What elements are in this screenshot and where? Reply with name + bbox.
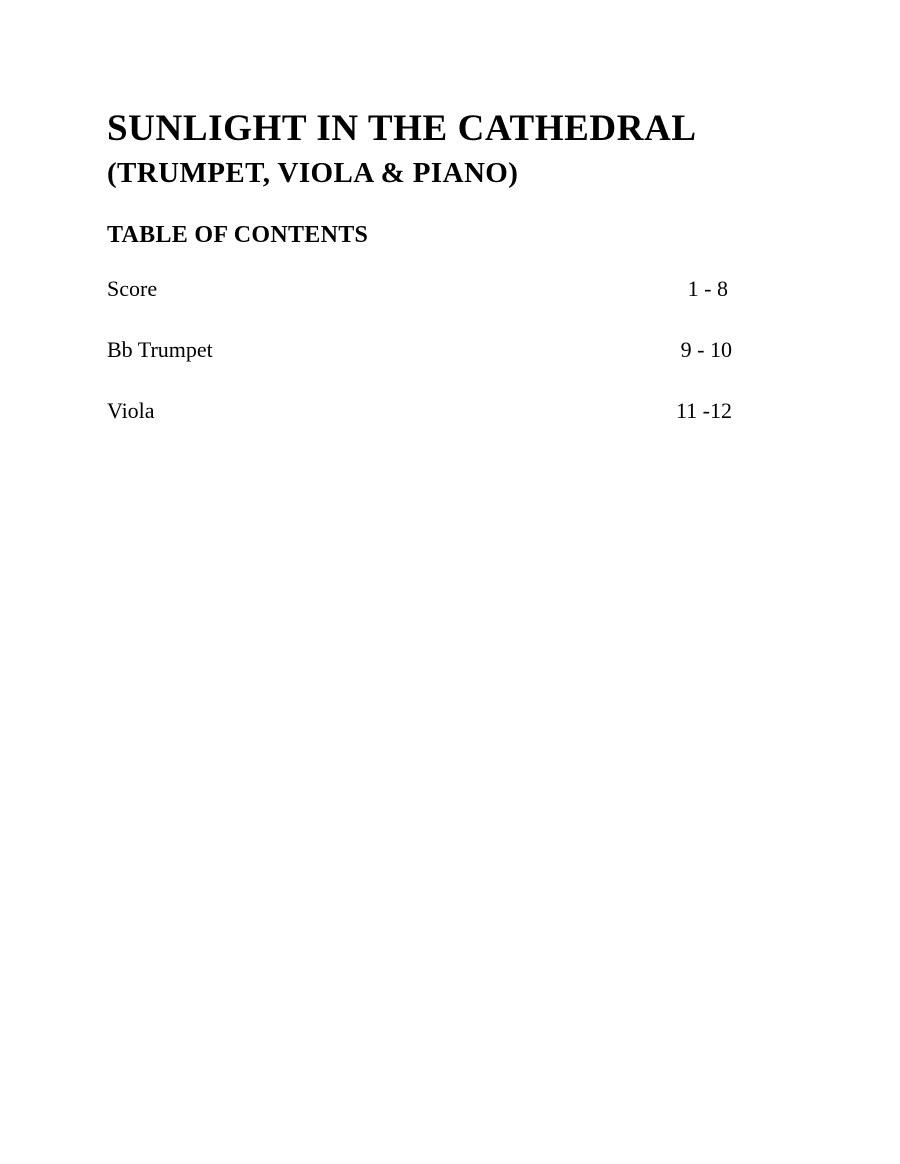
document-subtitle: (TRUMPET, VIOLA & PIANO) <box>107 157 519 189</box>
toc-entry-label: Bb Trumpet <box>107 337 213 362</box>
document-title: SUNLIGHT IN THE CATHEDRAL <box>107 108 697 149</box>
toc-entry-pages: 9 - 10 <box>680 337 732 362</box>
toc-entry-label: Viola <box>107 398 155 423</box>
toc-heading: TABLE OF CONTENTS <box>107 222 369 248</box>
toc-list <box>107 274 732 457</box>
toc-entry-score <box>107 274 732 335</box>
toc-entry-viola <box>107 396 732 457</box>
toc-entry-pages: 1 - 8 <box>687 276 728 301</box>
toc-entry-pages: 11 -12 <box>675 398 732 423</box>
toc-entry-bb-trumpet <box>107 335 732 396</box>
toc-entry-label: Score <box>107 276 158 301</box>
